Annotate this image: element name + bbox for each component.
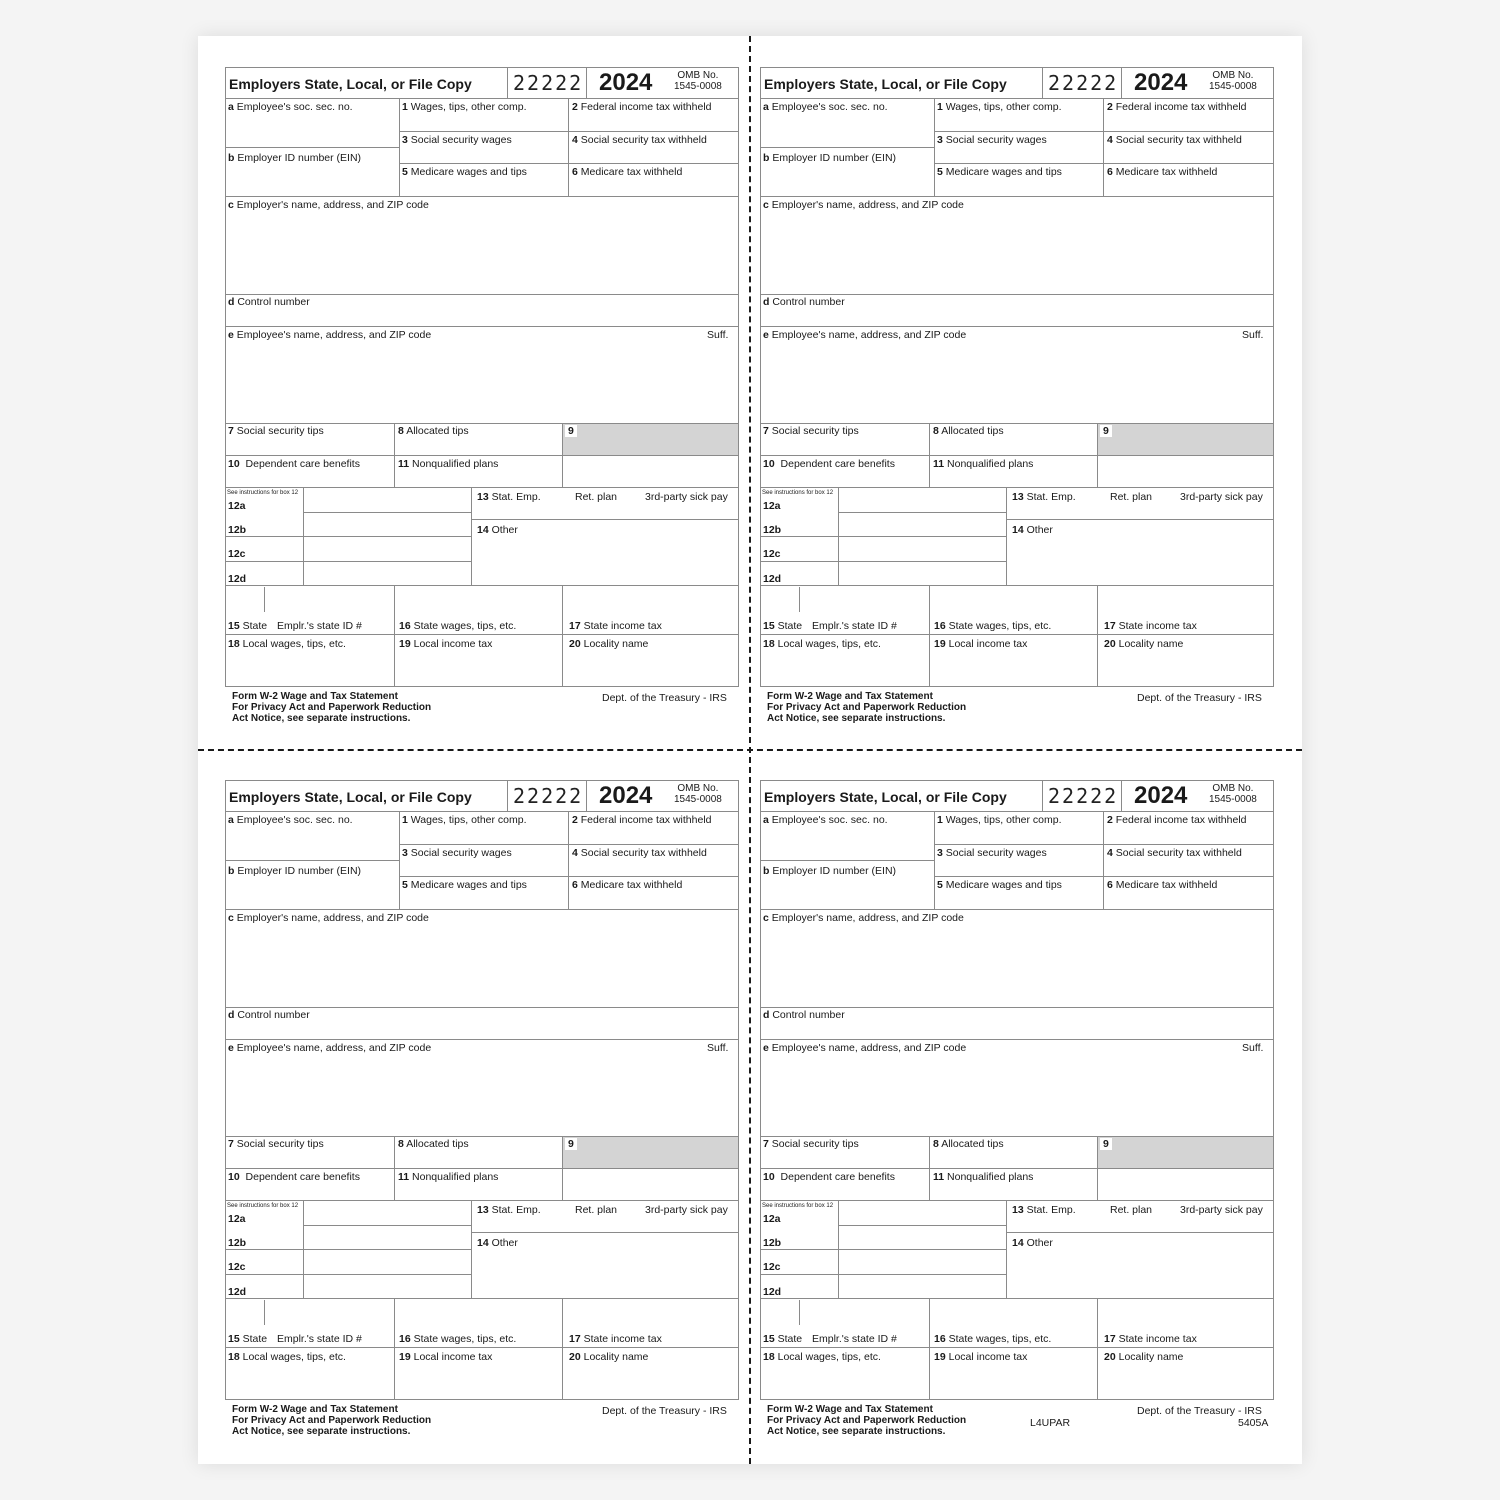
box-12b: 12b xyxy=(228,1237,247,1249)
box-a-employee-ssn: a Employee's soc. sec. no. xyxy=(228,101,353,113)
box-19-local-tax: 19 Local income tax xyxy=(934,1351,1028,1363)
box-4-ss-tax: 4 Social security tax withheld xyxy=(572,134,707,146)
box-d-control-number: d Control number xyxy=(228,296,310,308)
horizontal-cut-line xyxy=(198,749,1302,751)
box-7-ss-tips: 7 Social security tips xyxy=(763,425,859,437)
box-15-state: 15 State xyxy=(228,1333,268,1345)
box-6-medicare-tax: 6 Medicare tax withheld xyxy=(1107,166,1218,178)
box-18-local-wages: 18 Local wages, tips, etc. xyxy=(763,1351,881,1363)
box-19-local-tax: 19 Local income tax xyxy=(399,638,493,650)
box-7-ss-tips: 7 Social security tips xyxy=(228,425,324,437)
box-20-locality: 20 Locality name xyxy=(1104,1351,1184,1363)
box-a-employee-ssn: a Employee's soc. sec. no. xyxy=(763,101,888,113)
box-10-dependent-care: 10 Dependent care benefits xyxy=(228,458,360,470)
box-13-sick-pay: 3rd-party sick pay xyxy=(1180,491,1263,503)
box-20-locality: 20 Locality name xyxy=(569,1351,649,1363)
box-6-medicare-tax: 6 Medicare tax withheld xyxy=(572,166,683,178)
footer-privacy-line: For Privacy Act and Paperwork Reduction xyxy=(232,1415,432,1426)
box-11-nonqualified-plans: 11 Nonqualified plans xyxy=(398,458,499,470)
box-16-state-wages: 16 State wages, tips, etc. xyxy=(934,620,1052,632)
form-title: Employers State, Local, or File Copy xyxy=(764,76,1007,92)
box-17-state-tax: 17 State income tax xyxy=(569,1333,662,1345)
box-12d: 12d xyxy=(763,1286,782,1298)
box-14-other: 14 Other xyxy=(1012,1237,1053,1249)
box-b-employer-ein: b Employer ID number (EIN) xyxy=(228,152,362,164)
box-1-wages: 1 Wages, tips, other comp. xyxy=(937,814,1062,826)
box-a-employee-ssn: a Employee's soc. sec. no. xyxy=(763,814,888,826)
box-12a: 12a xyxy=(763,500,781,512)
box-c-employer-name: c Employer's name, address, and ZIP code xyxy=(228,912,429,924)
box-13-stat-emp: 13 Stat. Emp. xyxy=(1012,491,1076,503)
box-2-federal-tax: 2 Federal income tax withheld xyxy=(572,814,712,826)
box-8-allocated-tips: 8 Allocated tips xyxy=(398,1138,469,1150)
box-13-stat-emp: 13 Stat. Emp. xyxy=(477,1204,541,1216)
box-6-medicare-tax: 6 Medicare tax withheld xyxy=(572,879,683,891)
box-15-state-id: Emplr.'s state ID # xyxy=(277,1333,362,1345)
box-12b: 12b xyxy=(763,1237,782,1249)
box-9-label: 9 xyxy=(1100,425,1112,437)
box-b-employer-ein: b Employer ID number (EIN) xyxy=(228,865,362,877)
form-title: Employers State, Local, or File Copy xyxy=(229,789,472,805)
box-8-allocated-tips: 8 Allocated tips xyxy=(398,425,469,437)
box-17-state-tax: 17 State income tax xyxy=(1104,1333,1197,1345)
box-13-stat-emp: 13 Stat. Emp. xyxy=(1012,1204,1076,1216)
box-18-local-wages: 18 Local wages, tips, etc. xyxy=(228,638,346,650)
box-13-sick-pay: 3rd-party sick pay xyxy=(645,1204,728,1216)
box-2-federal-tax: 2 Federal income tax withheld xyxy=(572,101,712,113)
box-15-state-id: Emplr.'s state ID # xyxy=(277,620,362,632)
box-15-state-id: Emplr.'s state ID # xyxy=(812,620,897,632)
box-1-wages: 1 Wages, tips, other comp. xyxy=(402,101,527,113)
box-12d: 12d xyxy=(763,573,782,585)
footer-privacy-line: For Privacy Act and Paperwork Reduction xyxy=(232,702,432,713)
box-e-employee-name: e Employee's name, address, and ZIP code xyxy=(228,1042,432,1054)
omb-number: OMB No. 1545-0008 xyxy=(674,70,722,92)
box-9-shaded xyxy=(563,1137,738,1168)
form-body xyxy=(225,811,739,1400)
box-12a: 12a xyxy=(228,1213,246,1225)
box-18-local-wages: 18 Local wages, tips, etc. xyxy=(228,1351,346,1363)
box-12-instructions-note: See instructions for box 12 xyxy=(762,490,834,496)
box-8-allocated-tips: 8 Allocated tips xyxy=(933,1138,1004,1150)
box-12b: 12b xyxy=(228,524,247,536)
box-8-allocated-tips: 8 Allocated tips xyxy=(933,425,1004,437)
box-4-ss-tax: 4 Social security tax withheld xyxy=(572,847,707,859)
box-3-ss-wages: 3 Social security wages xyxy=(402,847,512,859)
tax-year: 2024 xyxy=(599,69,653,96)
footer-dept: Dept. of the Treasury - IRS xyxy=(602,1405,727,1417)
form-body xyxy=(760,811,1274,1400)
box-a-employee-ssn: a Employee's soc. sec. no. xyxy=(228,814,353,826)
box-12c: 12c xyxy=(763,548,781,560)
omb-number: OMB No. 1545-0008 xyxy=(1209,70,1257,92)
box-15-state-id: Emplr.'s state ID # xyxy=(812,1333,897,1345)
box-9-label: 9 xyxy=(1100,1138,1112,1150)
box-17-state-tax: 17 State income tax xyxy=(1104,620,1197,632)
box-e-employee-name: e Employee's name, address, and ZIP code xyxy=(763,329,967,341)
footer-notice-line: Act Notice, see separate instructions. xyxy=(767,1426,946,1437)
box-9-label: 9 xyxy=(565,425,577,437)
box-14-other: 14 Other xyxy=(477,524,518,536)
box-e-employee-name: e Employee's name, address, and ZIP code xyxy=(228,329,432,341)
box-12c: 12c xyxy=(228,1261,246,1273)
box-b-employer-ein: b Employer ID number (EIN) xyxy=(763,152,897,164)
box-1-wages: 1 Wages, tips, other comp. xyxy=(937,101,1062,113)
box-18-local-wages: 18 Local wages, tips, etc. xyxy=(763,638,881,650)
suffix-label: Suff. xyxy=(707,329,729,341)
box-10-dependent-care: 10 Dependent care benefits xyxy=(228,1171,360,1183)
box-15-state: 15 State xyxy=(763,620,803,632)
footer-notice-line: Act Notice, see separate instructions. xyxy=(232,713,411,724)
box-7-ss-tips: 7 Social security tips xyxy=(763,1138,859,1150)
tax-year: 2024 xyxy=(1134,69,1188,96)
omb-number: OMB No. 1545-0008 xyxy=(1209,783,1257,805)
box-16-state-wages: 16 State wages, tips, etc. xyxy=(934,1333,1052,1345)
footer-notice-line: Act Notice, see separate instructions. xyxy=(232,1426,411,1437)
footer-dept: Dept. of the Treasury - IRS xyxy=(1137,692,1262,704)
box-5-medicare-wages: 5 Medicare wages and tips xyxy=(937,879,1062,891)
box-12a: 12a xyxy=(228,500,246,512)
box-12d: 12d xyxy=(228,1286,247,1298)
box-4-ss-tax: 4 Social security tax withheld xyxy=(1107,134,1242,146)
footer-form-name: Form W-2 Wage and Tax Statement xyxy=(767,1404,933,1415)
box-12c: 12c xyxy=(228,548,246,560)
box-b-employer-ein: b Employer ID number (EIN) xyxy=(763,865,897,877)
box-c-employer-name: c Employer's name, address, and ZIP code xyxy=(763,199,964,211)
form-number: 5405A xyxy=(1238,1417,1269,1429)
box-12c: 12c xyxy=(763,1261,781,1273)
box-d-control-number: d Control number xyxy=(763,296,845,308)
box-17-state-tax: 17 State income tax xyxy=(569,620,662,632)
box-13-ret-plan: Ret. plan xyxy=(575,491,618,503)
form-control-code: 22222 xyxy=(1048,784,1119,808)
box-11-nonqualified-plans: 11 Nonqualified plans xyxy=(933,1171,1034,1183)
box-10-dependent-care: 10 Dependent care benefits xyxy=(763,1171,895,1183)
box-19-local-tax: 19 Local income tax xyxy=(934,638,1028,650)
footer-privacy-line: For Privacy Act and Paperwork Reduction xyxy=(767,1415,967,1426)
tax-year: 2024 xyxy=(599,782,653,809)
box-14-other: 14 Other xyxy=(1012,524,1053,536)
box-9-shaded xyxy=(1098,424,1273,455)
box-d-control-number: d Control number xyxy=(763,1009,845,1021)
form-body xyxy=(760,98,1274,687)
suffix-label: Suff. xyxy=(1242,329,1264,341)
box-11-nonqualified-plans: 11 Nonqualified plans xyxy=(398,1171,499,1183)
box-3-ss-wages: 3 Social security wages xyxy=(937,134,1047,146)
box-6-medicare-tax: 6 Medicare tax withheld xyxy=(1107,879,1218,891)
box-20-locality: 20 Locality name xyxy=(1104,638,1184,650)
box-13-ret-plan: Ret. plan xyxy=(1110,491,1153,503)
box-2-federal-tax: 2 Federal income tax withheld xyxy=(1107,814,1247,826)
form-title: Employers State, Local, or File Copy xyxy=(764,789,1007,805)
product-code: L4UPAR xyxy=(1030,1417,1071,1429)
form-control-code: 22222 xyxy=(513,71,584,95)
box-9-shaded xyxy=(563,424,738,455)
box-11-nonqualified-plans: 11 Nonqualified plans xyxy=(933,458,1034,470)
box-16-state-wages: 16 State wages, tips, etc. xyxy=(399,1333,517,1345)
footer-form-name: Form W-2 Wage and Tax Statement xyxy=(232,691,398,702)
box-5-medicare-wages: 5 Medicare wages and tips xyxy=(937,166,1062,178)
box-13-ret-plan: Ret. plan xyxy=(1110,1204,1153,1216)
box-d-control-number: d Control number xyxy=(228,1009,310,1021)
footer-dept: Dept. of the Treasury - IRS xyxy=(1137,1405,1262,1417)
box-7-ss-tips: 7 Social security tips xyxy=(228,1138,324,1150)
box-13-stat-emp: 13 Stat. Emp. xyxy=(477,491,541,503)
box-9-shaded xyxy=(1098,1137,1273,1168)
box-c-employer-name: c Employer's name, address, and ZIP code xyxy=(763,912,964,924)
box-5-medicare-wages: 5 Medicare wages and tips xyxy=(402,879,527,891)
box-12-instructions-note: See instructions for box 12 xyxy=(762,1203,834,1209)
form-body xyxy=(225,98,739,687)
box-13-ret-plan: Ret. plan xyxy=(575,1204,618,1216)
box-2-federal-tax: 2 Federal income tax withheld xyxy=(1107,101,1247,113)
box-20-locality: 20 Locality name xyxy=(569,638,649,650)
box-12-instructions-note: See instructions for box 12 xyxy=(227,1203,299,1209)
box-4-ss-tax: 4 Social security tax withheld xyxy=(1107,847,1242,859)
w2-form-top-right xyxy=(760,67,1274,727)
suffix-label: Suff. xyxy=(707,1042,729,1054)
box-13-sick-pay: 3rd-party sick pay xyxy=(645,491,728,503)
footer-privacy-line: For Privacy Act and Paperwork Reduction xyxy=(767,702,967,713)
omb-number: OMB No. 1545-0008 xyxy=(674,783,722,805)
box-13-sick-pay: 3rd-party sick pay xyxy=(1180,1204,1263,1216)
box-12d: 12d xyxy=(228,573,247,585)
footer-form-name: Form W-2 Wage and Tax Statement xyxy=(767,691,933,702)
box-12b: 12b xyxy=(763,524,782,536)
box-c-employer-name: c Employer's name, address, and ZIP code xyxy=(228,199,429,211)
w2-form-top-left xyxy=(225,67,739,727)
form-control-code: 22222 xyxy=(513,784,584,808)
footer-form-name: Form W-2 Wage and Tax Statement xyxy=(232,1404,398,1415)
box-12a: 12a xyxy=(763,1213,781,1225)
box-3-ss-wages: 3 Social security wages xyxy=(402,134,512,146)
box-12-instructions-note: See instructions for box 12 xyxy=(227,490,299,496)
form-control-code: 22222 xyxy=(1048,71,1119,95)
box-e-employee-name: e Employee's name, address, and ZIP code xyxy=(763,1042,967,1054)
footer-notice-line: Act Notice, see separate instructions. xyxy=(767,713,946,724)
box-14-other: 14 Other xyxy=(477,1237,518,1249)
box-9-label: 9 xyxy=(565,1138,577,1150)
form-title: Employers State, Local, or File Copy xyxy=(229,76,472,92)
box-3-ss-wages: 3 Social security wages xyxy=(937,847,1047,859)
footer-dept: Dept. of the Treasury - IRS xyxy=(602,692,727,704)
box-5-medicare-wages: 5 Medicare wages and tips xyxy=(402,166,527,178)
box-19-local-tax: 19 Local income tax xyxy=(399,1351,493,1363)
w2-form-bottom-left xyxy=(225,780,739,1440)
tax-year: 2024 xyxy=(1134,782,1188,809)
box-10-dependent-care: 10 Dependent care benefits xyxy=(763,458,895,470)
box-16-state-wages: 16 State wages, tips, etc. xyxy=(399,620,517,632)
box-15-state: 15 State xyxy=(228,620,268,632)
box-1-wages: 1 Wages, tips, other comp. xyxy=(402,814,527,826)
suffix-label: Suff. xyxy=(1242,1042,1264,1054)
box-15-state: 15 State xyxy=(763,1333,803,1345)
w2-form-bottom-right xyxy=(760,780,1274,1440)
